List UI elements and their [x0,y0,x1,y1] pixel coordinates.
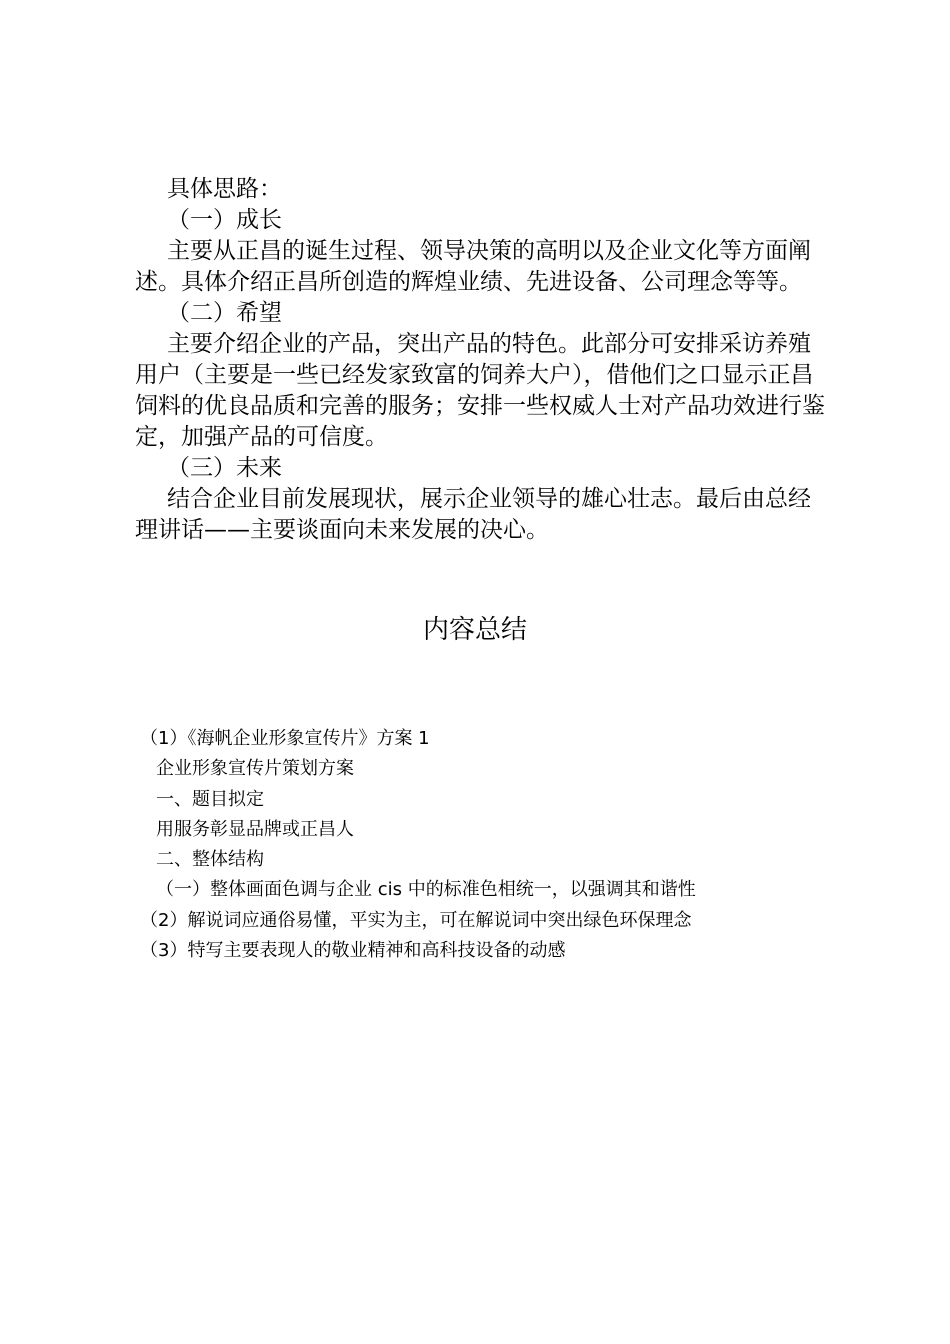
summary-line: （1）《海帆企业形象宣传片》方案 1 [140,728,430,749]
summary-line: 企业形象宣传片策划方案 [156,758,354,780]
section-text-hope: 主要介绍企业的产品，突出产品的特色。此部分可安排采访养殖用户（主要是一些已经发家致富的饲养大户），借他们之口显示正昌饲料的优良品质和完善的服务；安排一些权威人士对产品功效进行鉴定，加强产品的可信度。 [135,331,825,450]
summary-section [140,724,830,966]
summary-line: （2）解说词应通俗易懂，平实为主，可在解说词中突出绿色环保理念 [140,909,692,931]
approach-heading: 具体思路： [167,176,282,202]
section-text-growth: 主要从正昌的诞生过程、领导决策的高明以及企业文化等方面阐述。具体介绍正昌所创造的辉煌业绩、先进设备、公司理念等等。 [135,238,811,295]
section-title-hope: （二）希望 [167,300,282,326]
summary-line: 一、题目拟定 [156,788,264,810]
summary-title: 内容总结 [422,615,527,645]
section-text-future: 结合企业目前发展现状，展示企业领导的雄心壮志。最后由总经理讲话——主要谈面向未来发展的决心。 [135,486,811,543]
summary-line: 二、整体结构 [156,849,264,871]
approach-section [135,174,825,546]
summary-line: 用服务彰显品牌或正昌人 [156,818,354,840]
section-title-future: （三）未来 [167,455,282,481]
summary-line: （3）特写主要表现人的敬业精神和高科技设备的动感 [140,940,566,962]
summary-line: （一）整体画面色调与企业 cis 中的标准色相统一，以强调其和谐性 [156,879,696,901]
section-title-growth: （一）成长 [167,207,282,233]
